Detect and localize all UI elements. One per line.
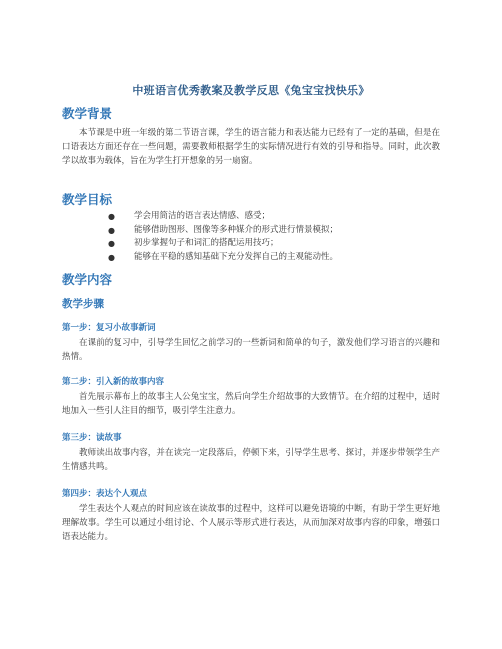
bullet-icon: ● — [108, 212, 115, 221]
bullet-icon: ● — [108, 252, 115, 262]
step-4-text: 学生表达个人观点的时间应该在读故事的过程中，这样可以避免语境的中断，有助于学生更好地理解故事。学生可以通过小组讨论、个人展示等形式进行表达，从而加深对故事内容的印象，增强口语表达能力。 — [62, 504, 440, 542]
step-3-label: 第三步：读故事 — [62, 433, 122, 443]
step-2-text: 首先展示幕布上的故事主人公兔宝宝，然后向学生介绍故事的大致情节。在介绍的过程中，适时地加入一些引人注目的细节，吸引学生注意力。 — [62, 392, 440, 416]
goal-item: ● 能够借助图形、图像等多种媒介的形式进行情景模拟； — [62, 224, 440, 238]
heading-background: 教学背景 — [62, 106, 113, 121]
bullet-icon: ● — [108, 225, 115, 235]
goal-item: ● 能够在平稳的感知基础下充分发挥自己的主观能动性。 — [62, 251, 440, 265]
bullet-icon: ● — [108, 239, 115, 248]
goal-item: ● 学会用简洁的语言表达情感、感受； — [62, 210, 440, 224]
heading-goals: 教学目标 — [62, 192, 113, 207]
document-title: 中班语言优秀教案及教学反思《兔宝宝找快乐》 — [132, 84, 370, 97]
step-1-text: 在课前的复习中，引导学生回忆之前学习的一些新词和简单的句子，激发他们学习语言的兴趣和热情。 — [62, 338, 440, 362]
step-4-label: 第四步：表达个人观点 — [62, 489, 148, 499]
step-1-label: 第一步：复习小故事新词 — [62, 323, 156, 333]
goal-item: ● 初步掌握句子和词汇的搭配运用技巧； — [62, 237, 440, 251]
goals-list — [62, 210, 440, 264]
background-paragraph: 本节课是中班一年级的第二节语言课，学生的语言能力和表达能力已经有了一定的基础，但是在口语表达方面还存在一些问题，需要教师根据学生的实际情况进行有效的引导和指导。同时，此次教学以故事为载体，旨在为学生打开想象的另一扇窗。 — [62, 128, 440, 166]
step-3-text: 教师读出故事内容，并在读完一定段落后，停顿下来，引导学生思考、探讨，并逐步带领学生产生情感共鸣。 — [62, 448, 440, 472]
heading-content: 教学内容 — [62, 272, 113, 287]
step-2-label: 第二步：引入新的故事内容 — [62, 377, 165, 387]
subheading-steps: 教学步骤 — [62, 298, 104, 310]
